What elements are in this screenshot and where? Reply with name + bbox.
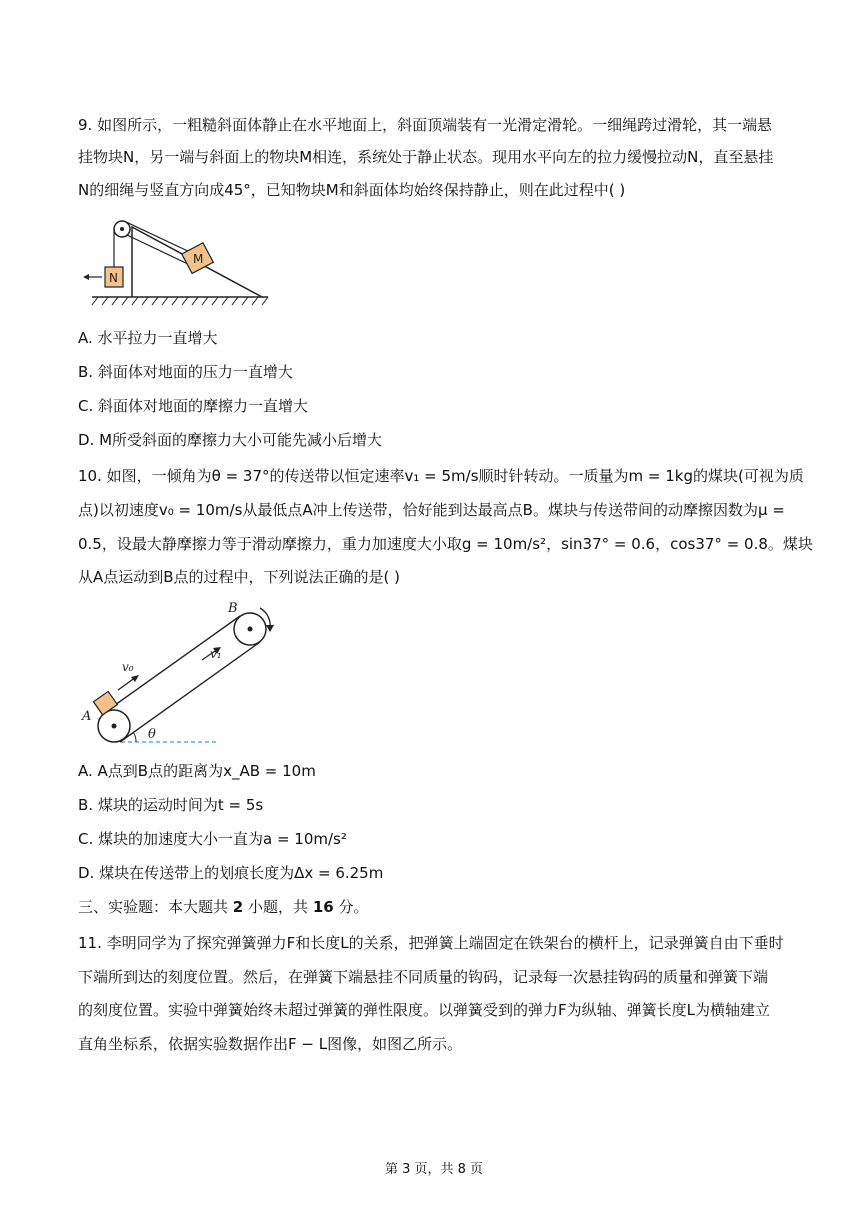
q9-text-line-1: 9. 如图所示，一粗糙斜面体静止在水平地面上，斜面顶端装有一光滑定滑轮。一细绳跨过滑轮，其一端悬 (78, 116, 773, 134)
q10-option-c: C. 煤块的加速度大小一直为a = 10m/s² (78, 830, 347, 848)
q9-option-d: D. M所受斜面的摩擦力大小可能先减小后增大 (78, 431, 383, 449)
q10-text-line-1: 10. 如图，一倾角为θ = 37°的传送带以恒定速率v₁ = 5m/s顺时针转动。一质量为m = 1kg的煤块(可视为质 (78, 467, 804, 485)
label-M: M (193, 252, 204, 266)
q10-text-line-4: 从A点运动到B点的过程中，下列说法正确的是( ) (78, 568, 401, 586)
q10-option-d: D. 煤块在传送带上的划痕长度为Δx = 6.25m (78, 864, 384, 882)
label-v1: v₁ (210, 647, 222, 661)
belt-bottom (120, 642, 260, 742)
label-B: B (228, 601, 238, 616)
label-A: A (82, 709, 92, 724)
label-v0: v₀ (122, 660, 134, 674)
section-3-heading: 三、实验题：本大题共 2 小题，共 16 分。 (78, 898, 369, 916)
q11-text-line-1: 11. 李明同学为了探究弹簧弹力F和长度L的关系，把弹簧上端固定在铁架台的横杆上，记录弹簧自由下垂时 (78, 934, 784, 952)
q10-text-line-2: 点)以初速度v₀ = 10m/s从最低点A冲上传送带，恰好能到达最高点B。煤块与传送带间的动摩擦因数为μ = (78, 501, 785, 519)
q11-text-line-3: 的刻度位置。实验中弹簧始终未超过弹簧的弹性限度。以弹簧受到的弹力F为纵轴、弹簧长度L为横轴建立 (78, 1001, 770, 1019)
label-theta: θ (148, 727, 156, 742)
rope-to-M (126, 222, 192, 253)
page-footer: 第 3 页，共 8 页 (384, 1162, 484, 1177)
q9-text-line-2: 挂物块N，另一端与斜面上的物块M相连，系统处于静止状态。现用水平向左的拉力缓慢拉动N，直至悬挂 (78, 148, 774, 166)
label-N: N (109, 271, 118, 285)
q10-option-a: A. A点到B点的距离为x_AB = 10m (78, 762, 316, 780)
q9-option-a: A. 水平拉力一直增大 (78, 329, 218, 347)
q10-conveyor-figure (78, 598, 288, 748)
q10-text-line-3: 0.5，设最大静摩擦力等于滑动摩擦力，重力加速度大小取g = 10m/s²，sin37° = 0.6，cos37° = 0.8。煤块 (78, 535, 813, 553)
q9-text-line-3: N的细绳与竖直方向成45°，已知物块M和斜面体均始终保持静止，则在此过程中( ) (78, 181, 626, 199)
q9-option-b: B. 斜面体对地面的压力一直增大 (78, 363, 293, 381)
q9-incline-figure (80, 215, 280, 310)
q9-option-c: C. 斜面体对地面的摩擦力一直增大 (78, 397, 309, 415)
ground-hatching (92, 297, 268, 305)
q11-text-line-2: 下端所到达的刻度位置。然后，在弹簧下端悬挂不同质量的钩码，记录每一次悬挂钩码的质量和弹簧下端 (78, 968, 769, 986)
q11-text-line-4: 直角坐标系，依据实验数据作出F − L图像，如图乙所示。 (78, 1035, 463, 1053)
q10-option-b: B. 煤块的运动时间为t = 5s (78, 796, 264, 814)
